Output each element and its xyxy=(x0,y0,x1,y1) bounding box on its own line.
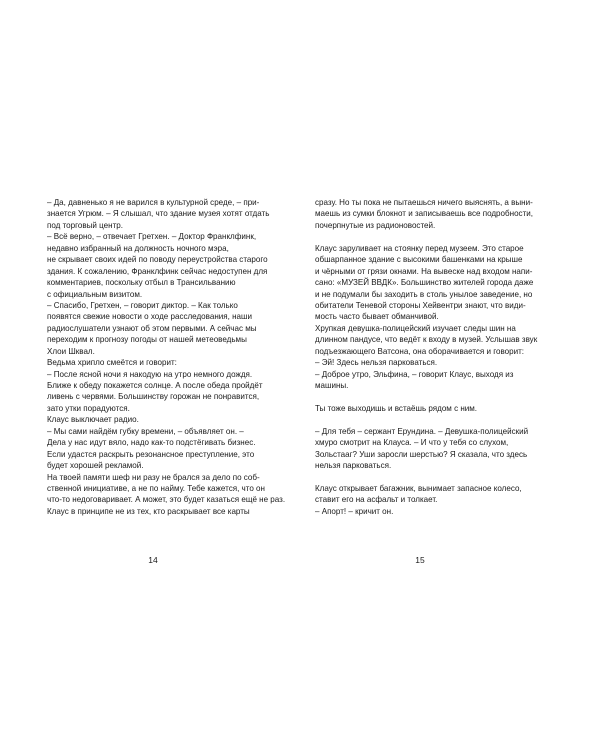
text-line: Хлои Шквал. xyxy=(47,346,95,356)
text-line: мость часто бывает обманчивой. xyxy=(315,312,439,322)
text-line: нельзя парковаться. xyxy=(315,461,392,471)
text-line: здания. К сожалению, Франклфинк сейчас недоступен для xyxy=(47,266,268,276)
text-line: Клаус в принципе не из тех, кто раскрывает все карты xyxy=(47,506,250,516)
text-line: радиослушатели узнают об этом первыми. А сейчас мы xyxy=(47,323,257,333)
paragraph-gap xyxy=(315,391,551,402)
text-line: Хрупкая девушка-полицейский изучает следы шин на xyxy=(315,323,516,333)
text-line: – Апорт! – кричит он. xyxy=(315,506,394,516)
text-line: зато утки порадуются. xyxy=(47,403,130,413)
text-line: и не подумали бы заходить в столь унылое заведение, но xyxy=(315,289,533,299)
text-line: комментариев, поскольку отбыл в Трансильванию xyxy=(47,278,236,288)
text-line: недавно избранный на должность ночного мэра, xyxy=(47,243,229,253)
paragraph-gap xyxy=(315,414,551,425)
text-line: – Мы сами найдём губку времени, – объявляет он. – xyxy=(47,426,244,436)
text-line: Если удастся раскрыть резонансное преступление, это xyxy=(47,449,255,459)
text-line: – Доброе утро, Эльфина, – говорит Клаус, выходя из xyxy=(315,369,514,379)
text-line: подъезжающего Ватсона, она оборачивается и говорит: xyxy=(315,346,525,356)
text-line: – После ясной ночи я накодую на утро немного дождя. xyxy=(47,369,253,379)
page-number-left: 14 xyxy=(148,555,158,565)
text-line: переходим к прогнозу погоды от нашей метеоведьмы xyxy=(47,335,247,345)
text-line: Клаус заруливает на стоянку перед музеем. Это старое xyxy=(315,243,524,253)
text-line: что-то недоговаривает. А может, это будет казаться ещё не раз. xyxy=(47,495,286,505)
text-line: Ближе к обеду покажется солнце. А после обеда пройдёт xyxy=(47,381,263,390)
left-page xyxy=(47,197,286,517)
text-line: почерпнутые из радионовостей. xyxy=(315,220,436,230)
text-line: – Всё верно, – отвечает Гретхен. – Доктор Франклфинк, xyxy=(47,232,257,242)
text-line: сразу. Но ты пока не пытаешься ничего выяснять, а выни- xyxy=(315,198,533,207)
text-line: под торговый центр. xyxy=(47,220,123,230)
page-number-right: 15 xyxy=(415,555,425,565)
text-line: Дела у нас идут вяло, надо как-то подстёгивать бизнес. xyxy=(47,438,256,448)
text-line: – Да, давненько я не варился в культурной среде, – при- xyxy=(47,198,260,207)
text-line: с официальным визитом. xyxy=(47,289,143,299)
text-line: сано: «МУЗЕЙ ВВДК». Большинство жителей города даже xyxy=(315,278,534,288)
text-line: длинном пандусе, что ведёт к входу в музей. Услышав звук xyxy=(315,335,538,345)
text-line: Ведьма хрипло смеётся и говорит: xyxy=(47,358,177,368)
text-line: Клаус выключает радио. xyxy=(47,415,139,425)
text-line: ливень с червями. Большинству горожан не понравится, xyxy=(47,392,260,402)
text-line: – Для тебя – сержант Ерундина. – Девушка-полицейский xyxy=(315,426,529,436)
text-line: обитатели Теневой стороны Хейвентри знают, что види- xyxy=(315,300,526,310)
text-line: ставит его на асфальт и толкает. xyxy=(315,495,438,505)
text-line: знается Угрюм. – Я слышал, что здание музея хотят отдать xyxy=(47,209,270,219)
paragraph-gap xyxy=(315,472,551,483)
text-line: ственной инициативе, а не по найму. Тебе кажется, что он xyxy=(47,483,265,493)
text-line: появятся свежие новости о ходе расследования, наши xyxy=(47,312,252,322)
text-line: – Спасибо, Гретхен, – говорит диктор. – Как только xyxy=(47,300,238,310)
text-line: обшарпанное здание с высокими башенками на крыше xyxy=(315,255,523,265)
text-line: На твоей памяти шеф ни разу не брался за дело по соб- xyxy=(47,472,260,482)
text-line: и чёрными от грязи окнами. На вывеске над входом напи- xyxy=(315,266,533,276)
paragraph-gap xyxy=(315,231,551,242)
text-line: Ты тоже выходишь и встаёшь рядом с ним. xyxy=(315,403,478,413)
text-line: хмуро смотрит на Клауса. – И что у тебя со слухом, xyxy=(315,438,509,448)
text-line: маешь из сумки блокнот и записываешь все подробности, xyxy=(315,209,533,219)
text-line: будет хорошей рекламой. xyxy=(47,461,144,471)
text-line: – Эй! Здесь нельзя парковаться. xyxy=(315,358,438,368)
right-page xyxy=(315,197,551,517)
text-line: Зольстааг? Уши заросли шерстью? Я сказала, что здесь xyxy=(315,449,528,459)
text-line: не скрывает своих идей по поводу переустройства старого xyxy=(47,255,268,265)
text-line: Клаус открывает багажник, вынимает запасное колесо, xyxy=(315,483,522,493)
text-line: машины. xyxy=(315,381,349,390)
